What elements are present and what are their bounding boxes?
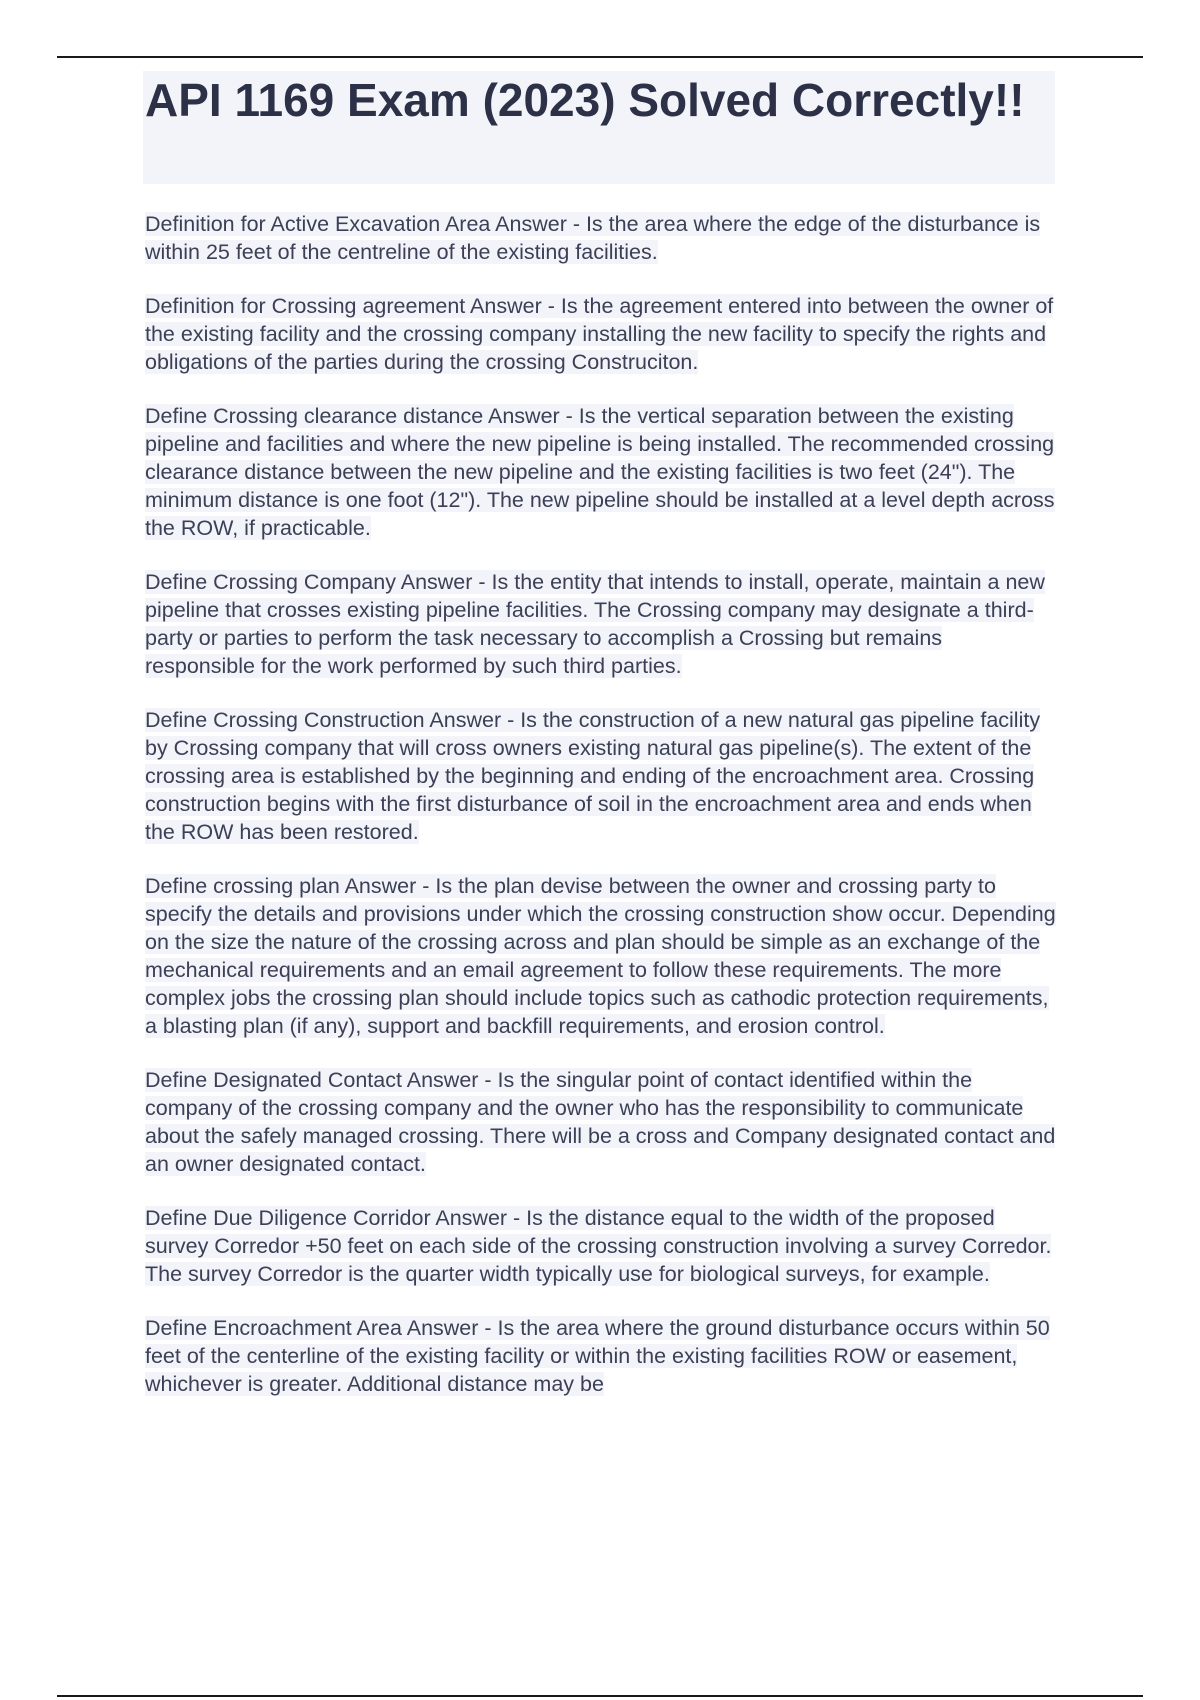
definition-text: Define Due Diligence Corridor Answer - Is the distance equal to the width of the proposed survey Corredor +50 feet on each side of the crossing construction involving a survey Corredor. The survey Corredor is the quarter width typically use for biological surveys, for example. — [145, 1206, 1052, 1286]
definition-entry — [145, 402, 1057, 542]
definition-text: Define Encroachment Area Answer - Is the area where the ground disturbance occurs within 50 feet of the centerline of the existing facility or within the existing facilities ROW or easement, whichever is greater. Additional distance may be — [145, 1316, 1050, 1396]
definition-entry — [145, 1066, 1057, 1178]
definition-text: Define crossing plan Answer - Is the plan devise between the owner and crossing party to specify the details and provisions under which the crossing construction show occur. Depending on the size the nature of the crossing across and plan should be simple as an exchange of the mechanical requirements and an email agreement to follow these requirements. The more complex jobs the crossing plan should include topics such as cathodic protection requirements, a blasting plan (if any), support and backfill requirements, and erosion control. — [145, 874, 1056, 1038]
definition-text: Define Designated Contact Answer - Is the singular point of contact identified within the company of the crossing company and the owner who has the responsibility to communicate about the safely managed crossing. There will be a cross and Company designated contact and an owner designated contact. — [145, 1068, 1056, 1176]
definition-text: Define Crossing Construction Answer - Is the construction of a new natural gas pipeline facility by Crossing company that will cross owners existing natural gas pipeline(s). The extent of the crossing area is established by the beginning and ending of the encroachment area. Crossing construction begins with the first disturbance of soil in the encroachment area and ends when the ROW has been restored. — [145, 708, 1041, 844]
definition-entry — [145, 872, 1057, 1040]
definition-entry — [145, 1204, 1057, 1288]
page-title: API 1169 Exam (2023) Solved Correctly!! — [145, 74, 1025, 126]
definition-entry — [145, 706, 1057, 846]
definition-text: Define Crossing clearance distance Answer - Is the vertical separation between the existing pipeline and facilities and where the new pipeline is being installed. The recommended crossing clearance distance between the new pipeline and the existing facilities is two feet (24"). The minimum distance is one foot (12"). The new pipeline should be installed at a level depth across the ROW, if practicable. — [145, 404, 1055, 540]
title-block — [143, 71, 1055, 184]
bottom-rule — [57, 1695, 1143, 1697]
definition-entry — [145, 210, 1057, 266]
definition-text: Definition for Crossing agreement Answer - Is the agreement entered into between the owner of the existing facility and the crossing company installing the new facility to specify the rights and obligations of the parties during the crossing Construciton. — [145, 294, 1054, 374]
definition-entry — [145, 568, 1057, 680]
document-body — [145, 210, 1057, 1424]
definition-entry — [145, 1314, 1057, 1398]
definition-text: Definition for Active Excavation Area Answer - Is the area where the edge of the disturbance is within 25 feet of the centreline of the existing facilities. — [145, 212, 1041, 264]
definition-entry — [145, 292, 1057, 376]
top-rule — [57, 56, 1143, 58]
definition-text: Define Crossing Company Answer - Is the entity that intends to install, operate, maintain a new pipeline that crosses existing pipeline facilities. The Crossing company may designate a third-party or parties to perform the task necessary to accomplish a Crossing but remains responsible for the work performed by such third parties. — [145, 570, 1045, 678]
